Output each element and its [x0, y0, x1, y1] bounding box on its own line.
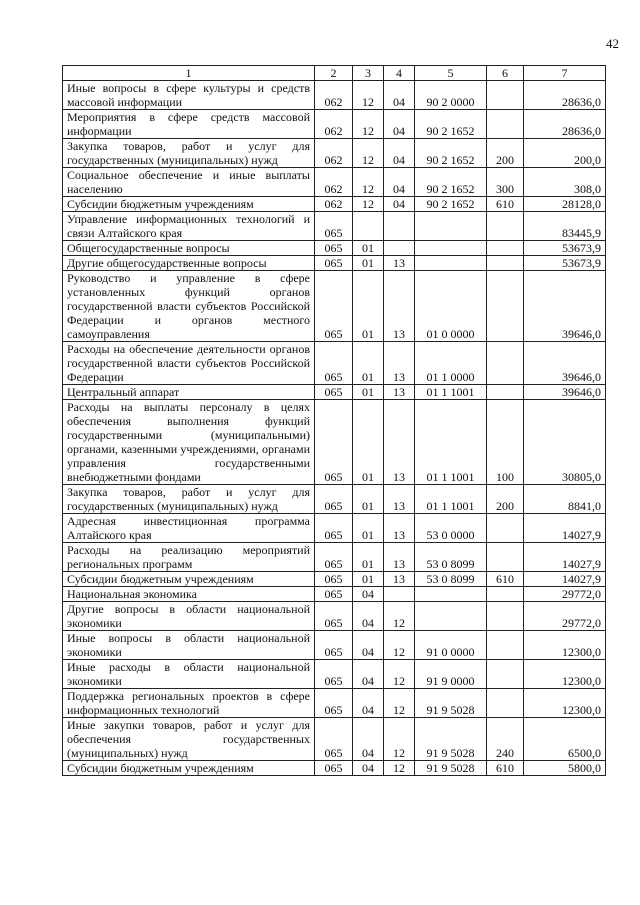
amount-cell: 12300,0: [524, 660, 606, 689]
amount-cell: 12300,0: [524, 631, 606, 660]
section-code-cell: 12: [353, 81, 384, 110]
table-row: [63, 602, 606, 631]
amount-cell: 200,0: [524, 139, 606, 168]
subsection-code-cell: 13: [384, 385, 415, 400]
section-code-cell: 04: [353, 587, 384, 602]
amount-cell: 28636,0: [524, 81, 606, 110]
target-item-cell: 90 2 1652: [415, 197, 487, 212]
subsection-code-cell: 13: [384, 271, 415, 342]
table-row: [63, 81, 606, 110]
expense-type-cell: [487, 514, 524, 543]
amount-cell: 6500,0: [524, 718, 606, 761]
table-row: [63, 514, 606, 543]
ministry-code-cell: 065: [315, 385, 353, 400]
subsection-code-cell: 13: [384, 342, 415, 385]
expense-name-cell: Руководство и управление в сфере установленных функций органов государственной власти субъектов Российской Федерации и органов местного самоуправления: [63, 271, 315, 342]
expense-type-cell: 610: [487, 761, 524, 776]
expense-type-cell: [487, 212, 524, 241]
expense-type-cell: [487, 110, 524, 139]
expense-type-cell: 240: [487, 718, 524, 761]
expense-name-cell: Расходы на выплаты персоналу в целях обеспечения выполнения функций государственными (муниципальными) органами, казенными учреждениями, органами управления государственными внебюджетными фондами: [63, 400, 315, 485]
expense-type-cell: 300: [487, 168, 524, 197]
amount-cell: 14027,9: [524, 514, 606, 543]
amount-cell: 53673,9: [524, 241, 606, 256]
table-row: [63, 110, 606, 139]
target-item-cell: 53 0 0000: [415, 514, 487, 543]
expense-name-cell: Субсидии бюджетным учреждениям: [63, 572, 315, 587]
amount-cell: 39646,0: [524, 385, 606, 400]
ministry-code-cell: 065: [315, 602, 353, 631]
ministry-code-cell: 065: [315, 400, 353, 485]
target-item-cell: 90 2 1652: [415, 110, 487, 139]
target-item-cell: 53 0 8099: [415, 572, 487, 587]
ministry-code-cell: 065: [315, 761, 353, 776]
amount-cell: 14027,9: [524, 543, 606, 572]
ministry-code-cell: 062: [315, 81, 353, 110]
amount-cell: 5800,0: [524, 761, 606, 776]
expense-name-cell: Расходы на реализацию мероприятий региональных программ: [63, 543, 315, 572]
expense-type-cell: [487, 342, 524, 385]
section-code-cell: 01: [353, 485, 384, 514]
subsection-code-cell: 04: [384, 110, 415, 139]
section-code-cell: 12: [353, 139, 384, 168]
subsection-code-cell: [384, 212, 415, 241]
target-item-cell: 53 0 8099: [415, 543, 487, 572]
expense-name-cell: Поддержка региональных проектов в сфере информационных технологий: [63, 689, 315, 718]
expense-type-cell: [487, 385, 524, 400]
expense-name-cell: Другие вопросы в области национальной экономики: [63, 602, 315, 631]
subsection-code-cell: 12: [384, 689, 415, 718]
section-code-cell: 04: [353, 602, 384, 631]
expense-type-cell: 610: [487, 572, 524, 587]
expense-name-cell: Мероприятия в сфере средств массовой информации: [63, 110, 315, 139]
table-row: [63, 543, 606, 572]
target-item-cell: [415, 587, 487, 602]
ministry-code-cell: 065: [315, 718, 353, 761]
expense-type-cell: [487, 689, 524, 718]
subsection-code-cell: 13: [384, 572, 415, 587]
ministry-code-cell: 065: [315, 271, 353, 342]
table-row: [63, 689, 606, 718]
column-header: 3: [353, 66, 384, 81]
target-item-cell: 91 9 0000: [415, 660, 487, 689]
target-item-cell: 90 2 0000: [415, 81, 487, 110]
amount-cell: 39646,0: [524, 271, 606, 342]
expense-type-cell: [487, 631, 524, 660]
amount-cell: 30805,0: [524, 400, 606, 485]
target-item-cell: 91 0 0000: [415, 631, 487, 660]
header-row: [63, 66, 606, 81]
section-code-cell: 04: [353, 689, 384, 718]
expense-name-cell: Социальное обеспечение и иные выплаты населению: [63, 168, 315, 197]
subsection-code-cell: 04: [384, 168, 415, 197]
target-item-cell: 01 1 1001: [415, 400, 487, 485]
ministry-code-cell: 065: [315, 241, 353, 256]
section-code-cell: 01: [353, 271, 384, 342]
expense-name-cell: Субсидии бюджетным учреждениям: [63, 197, 315, 212]
target-item-cell: 01 0 0000: [415, 271, 487, 342]
target-item-cell: [415, 212, 487, 241]
expense-type-cell: [487, 543, 524, 572]
table-row: [63, 212, 606, 241]
target-item-cell: 90 2 1652: [415, 139, 487, 168]
expense-type-cell: 200: [487, 485, 524, 514]
subsection-code-cell: [384, 241, 415, 256]
table-row: [63, 197, 606, 212]
expense-type-cell: [487, 271, 524, 342]
ministry-code-cell: 065: [315, 631, 353, 660]
table-row: [63, 385, 606, 400]
section-code-cell: 01: [353, 342, 384, 385]
amount-cell: 308,0: [524, 168, 606, 197]
ministry-code-cell: 065: [315, 342, 353, 385]
section-code-cell: 01: [353, 385, 384, 400]
target-item-cell: [415, 241, 487, 256]
expense-name-cell: Расходы на обеспечение деятельности органов государственной власти субъектов Российской Федерации: [63, 342, 315, 385]
ministry-code-cell: 065: [315, 212, 353, 241]
table-row: [63, 271, 606, 342]
expense-name-cell: Национальная экономика: [63, 587, 315, 602]
table-row: [63, 718, 606, 761]
ministry-code-cell: 062: [315, 139, 353, 168]
ministry-code-cell: 062: [315, 197, 353, 212]
amount-cell: 29772,0: [524, 587, 606, 602]
amount-cell: 39646,0: [524, 342, 606, 385]
target-item-cell: 90 2 1652: [415, 168, 487, 197]
expense-type-cell: [487, 660, 524, 689]
section-code-cell: 12: [353, 110, 384, 139]
section-code-cell: 12: [353, 168, 384, 197]
table-row: [63, 587, 606, 602]
table-row: [63, 241, 606, 256]
target-item-cell: 01 1 1001: [415, 385, 487, 400]
subsection-code-cell: 04: [384, 197, 415, 212]
ministry-code-cell: 065: [315, 689, 353, 718]
ministry-code-cell: 065: [315, 256, 353, 271]
ministry-code-cell: 065: [315, 543, 353, 572]
table-row: [63, 572, 606, 587]
ministry-code-cell: 065: [315, 514, 353, 543]
ministry-code-cell: 065: [315, 587, 353, 602]
expense-name-cell: Закупка товаров, работ и услуг для государственных (муниципальных) нужд: [63, 485, 315, 514]
subsection-code-cell: 12: [384, 761, 415, 776]
section-code-cell: 01: [353, 514, 384, 543]
section-code-cell: [353, 212, 384, 241]
column-header: 4: [384, 66, 415, 81]
amount-cell: 29772,0: [524, 602, 606, 631]
subsection-code-cell: 13: [384, 400, 415, 485]
subsection-code-cell: 12: [384, 718, 415, 761]
subsection-code-cell: 12: [384, 631, 415, 660]
section-code-cell: 01: [353, 256, 384, 271]
ministry-code-cell: 062: [315, 168, 353, 197]
expense-name-cell: Общегосударственные вопросы: [63, 241, 315, 256]
target-item-cell: 91 9 5028: [415, 689, 487, 718]
amount-cell: 53673,9: [524, 256, 606, 271]
table-row: [63, 168, 606, 197]
column-header: 6: [487, 66, 524, 81]
expense-type-cell: [487, 241, 524, 256]
subsection-code-cell: 04: [384, 139, 415, 168]
subsection-code-cell: 13: [384, 485, 415, 514]
ministry-code-cell: 065: [315, 572, 353, 587]
table-row: [63, 660, 606, 689]
expense-name-cell: Иные вопросы в области национальной экономики: [63, 631, 315, 660]
target-item-cell: 01 1 1001: [415, 485, 487, 514]
expense-type-cell: 200: [487, 139, 524, 168]
subsection-code-cell: 13: [384, 514, 415, 543]
section-code-cell: 04: [353, 761, 384, 776]
target-item-cell: 91 9 5028: [415, 761, 487, 776]
section-code-cell: 04: [353, 718, 384, 761]
section-code-cell: 01: [353, 241, 384, 256]
ministry-code-cell: 065: [315, 485, 353, 514]
subsection-code-cell: [384, 587, 415, 602]
expense-name-cell: Субсидии бюджетным учреждениям: [63, 761, 315, 776]
column-header: 5: [415, 66, 487, 81]
column-header: 1: [63, 66, 315, 81]
table-row: [63, 342, 606, 385]
expense-name-cell: Иные вопросы в сфере культуры и средств массовой информации: [63, 81, 315, 110]
budget-table: [62, 65, 606, 776]
section-code-cell: 01: [353, 572, 384, 587]
subsection-code-cell: 04: [384, 81, 415, 110]
table-body: [63, 81, 606, 776]
section-code-cell: 04: [353, 631, 384, 660]
expense-name-cell: Другие общегосударственные вопросы: [63, 256, 315, 271]
section-code-cell: 01: [353, 543, 384, 572]
subsection-code-cell: 12: [384, 602, 415, 631]
amount-cell: 28128,0: [524, 197, 606, 212]
ministry-code-cell: 062: [315, 110, 353, 139]
column-header: 7: [524, 66, 606, 81]
amount-cell: 12300,0: [524, 689, 606, 718]
target-item-cell: 91 9 5028: [415, 718, 487, 761]
table-row: [63, 256, 606, 271]
expense-type-cell: 610: [487, 197, 524, 212]
expense-name-cell: Закупка товаров, работ и услуг для государственных (муниципальных) нужд: [63, 139, 315, 168]
target-item-cell: 01 1 0000: [415, 342, 487, 385]
table-row: [63, 631, 606, 660]
subsection-code-cell: 13: [384, 256, 415, 271]
table-row: [63, 761, 606, 776]
ministry-code-cell: 065: [315, 660, 353, 689]
target-item-cell: [415, 256, 487, 271]
expense-name-cell: Центральный аппарат: [63, 385, 315, 400]
expense-type-cell: [487, 81, 524, 110]
table-row: [63, 400, 606, 485]
expense-name-cell: Иные расходы в области национальной экономики: [63, 660, 315, 689]
expense-type-cell: [487, 587, 524, 602]
expense-type-cell: [487, 602, 524, 631]
target-item-cell: [415, 602, 487, 631]
section-code-cell: 12: [353, 197, 384, 212]
amount-cell: 83445,9: [524, 212, 606, 241]
amount-cell: 8841,0: [524, 485, 606, 514]
expense-name-cell: Иные закупки товаров, работ и услуг для обеспечения государственных (муниципальных) нужд: [63, 718, 315, 761]
expense-type-cell: 100: [487, 400, 524, 485]
expense-name-cell: Управление информационных технологий и связи Алтайского края: [63, 212, 315, 241]
amount-cell: 28636,0: [524, 110, 606, 139]
section-code-cell: 04: [353, 660, 384, 689]
amount-cell: 14027,9: [524, 572, 606, 587]
page-number: 42: [606, 36, 619, 51]
subsection-code-cell: 12: [384, 660, 415, 689]
table-row: [63, 485, 606, 514]
expense-type-cell: [487, 256, 524, 271]
table-row: [63, 139, 606, 168]
section-code-cell: 01: [353, 400, 384, 485]
expense-name-cell: Адресная инвестиционная программа Алтайского края: [63, 514, 315, 543]
subsection-code-cell: 13: [384, 543, 415, 572]
column-header: 2: [315, 66, 353, 81]
